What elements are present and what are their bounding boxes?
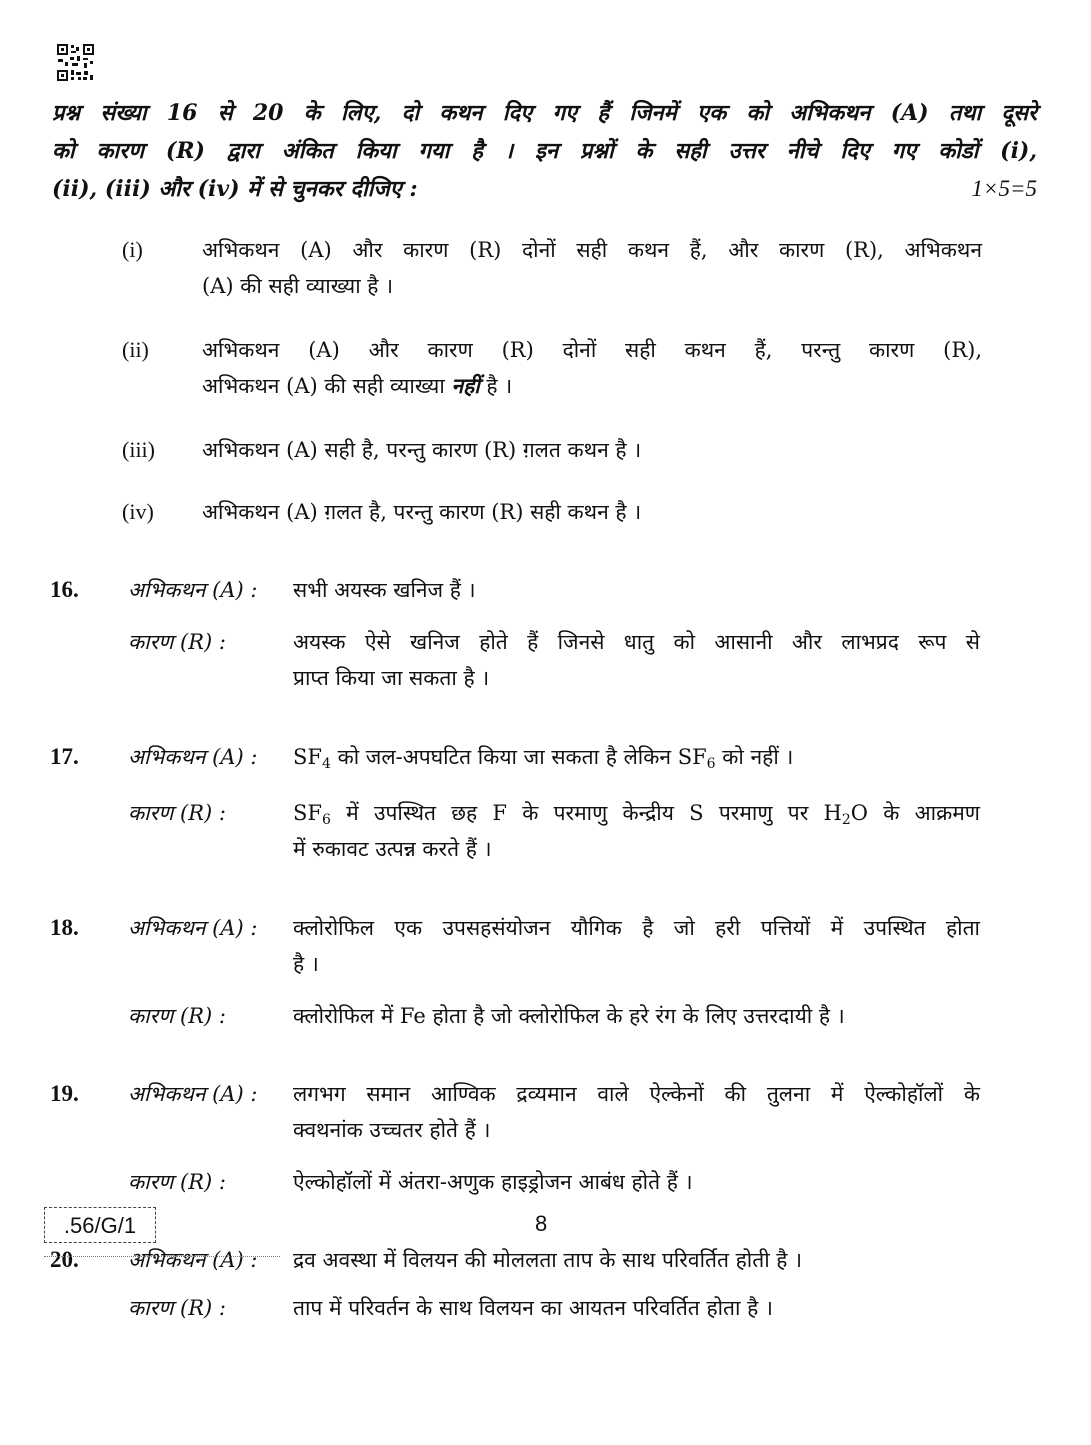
option-text: अभिकथन (A) और कारण (R) दोनों सही कथन हैं, परन्तु कारण (R), bbox=[202, 338, 982, 362]
question-number: 20. bbox=[50, 1247, 79, 1272]
instructions-line-1: प्रश्न संख्या 16 से 20 के लिए, दो कथन दिए गए हैं जिनमें एक को अभिकथन (A) तथा दूसरे bbox=[52, 100, 1037, 126]
instructions bbox=[52, 94, 1037, 208]
assertion-label: अभिकथन (A) : bbox=[128, 1248, 258, 1272]
option-iii bbox=[122, 432, 982, 468]
option-number: (iii) bbox=[122, 437, 155, 462]
assertion-text: क्लोरोफिल एक उपसहसंयोजन यौगिक है जो हरी पत्तियों में उपस्थित होता bbox=[293, 916, 980, 940]
footer-divider bbox=[44, 1256, 280, 1259]
reason-text: ऐल्कोहॉलों में अंतरा-अणुक हाइड्रोजन आबंध होते हैं । bbox=[293, 1170, 693, 1194]
reason-text: में रुकावट उत्पन्न करते हैं । bbox=[293, 837, 492, 861]
reason-text: प्राप्त किया जा सकता है । bbox=[293, 666, 490, 690]
option-text: (A) की सही व्याख्या है । bbox=[202, 274, 394, 298]
option-i bbox=[122, 232, 982, 304]
reason-label: कारण (R) : bbox=[128, 1004, 226, 1028]
option-iv bbox=[122, 494, 982, 530]
assertion-text: सभी अयस्क खनिज हैं । bbox=[293, 578, 476, 602]
question-19 bbox=[50, 1076, 980, 1206]
question-number: 19. bbox=[50, 1081, 79, 1106]
reason-label: कारण (R) : bbox=[128, 630, 226, 654]
assertion-text: क्वथनांक उच्चतर होते हैं । bbox=[293, 1118, 491, 1142]
assertion-label: अभिकथन (A) : bbox=[128, 1082, 258, 1106]
instructions-line-2: को कारण (R) द्वारा अंकित किया गया है । इन प्रश्नों के सही उत्तर नीचे दिए गए कोडों (i), bbox=[52, 138, 1037, 164]
reason-text: $SF_6$ में उपस्थित छह F के परमाणु केन्द्रीय S परमाणु पर $H_2O$ के आक्रमण bbox=[293, 801, 980, 828]
page-number: 8 bbox=[535, 1211, 548, 1236]
option-number: (iv) bbox=[122, 499, 154, 524]
instructions-line-3: (ii), (iii) और (iv) में से चुनकर दीजिए : bbox=[52, 176, 418, 202]
assertion-label: अभिकथन (A) : bbox=[128, 916, 258, 940]
assertion-text: $SF_4$ को जल-अपघटित किया जा सकता है लेकिन $SF_6$ को नहीं । bbox=[293, 745, 794, 772]
option-text: अभिकथन (A) और कारण (R) दोनों सही कथन हैं, और कारण (R), अभिकथन bbox=[202, 238, 982, 262]
question-18 bbox=[50, 910, 980, 1040]
reason-text: क्लोरोफिल में Fe होता है जो क्लोरोफिल के हरे रंग के लिए उत्तरदायी है । bbox=[293, 1004, 845, 1028]
option-text: अभिकथन (A) सही है, परन्तु कारण (R) ग़लत कथन है । bbox=[202, 438, 642, 462]
option-ii bbox=[122, 332, 982, 404]
assertion-text: द्रव अवस्था में विलयन की मोललता ताप के साथ परिवर्तित होती है । bbox=[293, 1248, 803, 1272]
reason-label: कारण (R) : bbox=[128, 801, 226, 825]
marks-label: 1×5=5 bbox=[971, 176, 1037, 201]
paper-code: .56/G/1 bbox=[44, 1207, 156, 1243]
emphasis-text: नहीं bbox=[451, 373, 480, 398]
assertion-label: अभिकथन (A) : bbox=[128, 578, 258, 602]
option-text-line-2: अभिकथन (A) की सही व्याख्या नहीं है । bbox=[202, 373, 513, 398]
question-number: 17. bbox=[50, 744, 79, 769]
assertion-text: लगभग समान आण्विक द्रव्यमान वाले ऐल्केनों की तुलना में ऐल्कोहॉलों के bbox=[293, 1082, 980, 1106]
option-number: (i) bbox=[122, 237, 143, 262]
option-number: (ii) bbox=[122, 337, 149, 362]
question-number: 18. bbox=[50, 915, 79, 940]
assertion-text: है । bbox=[293, 952, 319, 976]
question-number: 16. bbox=[50, 577, 79, 602]
assertion-label: अभिकथन (A) : bbox=[128, 745, 258, 769]
qr-code-icon bbox=[57, 44, 94, 81]
reason-text: अयस्क ऐसे खनिज होते हैं जिनसे धातु को आसानी और लाभप्रद रूप से bbox=[293, 630, 980, 654]
question-16 bbox=[50, 572, 980, 702]
reason-label: कारण (R) : bbox=[128, 1296, 226, 1320]
option-text: अभिकथन (A) ग़लत है, परन्तु कारण (R) सही कथन है । bbox=[202, 500, 642, 524]
reason-label: कारण (R) : bbox=[128, 1170, 226, 1194]
reason-text: ताप में परिवर्तन के साथ विलयन का आयतन परिवर्तित होता है । bbox=[293, 1296, 773, 1320]
question-17 bbox=[50, 739, 980, 869]
